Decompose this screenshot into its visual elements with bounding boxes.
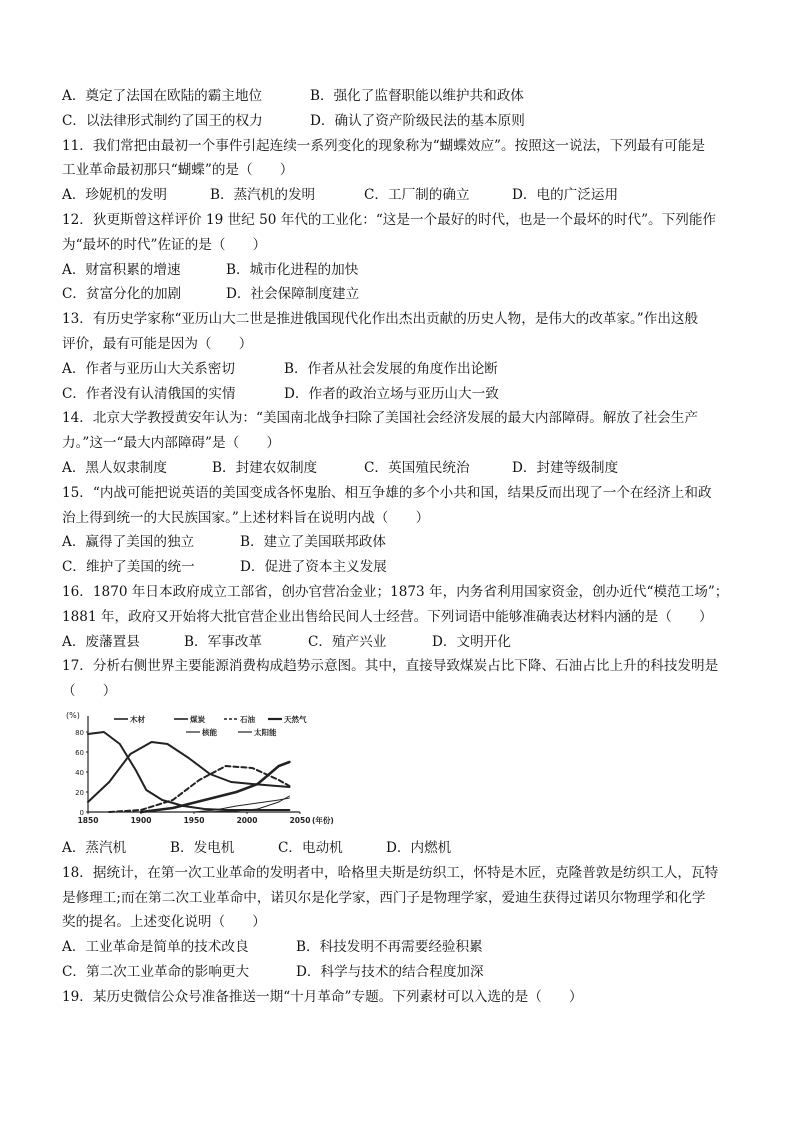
q12-options-row-1 (62, 258, 752, 283)
q11-option-a[interactable]: A．珍妮机的发明 (62, 187, 167, 204)
q16-option-d[interactable]: D．文明开化 (432, 633, 511, 650)
q10-option-c[interactable]: C．以法律形式制约了国王的权力 (62, 112, 263, 129)
energy-chart (62, 708, 752, 830)
q15-options-row-2 (62, 555, 752, 580)
y-tick-label: 40 (75, 768, 84, 777)
q17-option-a[interactable]: A．蒸汽机 (62, 839, 127, 856)
q16-option-a[interactable]: A．废藩置县 (62, 633, 140, 650)
q14-option-a[interactable]: A．黑人奴隶制度 (62, 459, 167, 476)
q15-option-c[interactable]: C．维护了美国的统一 (62, 559, 195, 576)
q12-stem-line-1: 12．狄更斯曾这样评价 19 世纪 50 年代的工业化：“这是一个最好的时代，也是一个最坏的时代”。下列能作 (62, 211, 717, 228)
q18-option-d[interactable]: D．科学与技术的结合程度加深 (296, 963, 484, 980)
exam-page (62, 84, 752, 1010)
q15-stem-line-2: 治上得到统一的大民族国家。”上述材料旨在说明内战（ ） (62, 509, 430, 526)
legend-label-木材: 木材 (130, 714, 145, 724)
q10-option-d[interactable]: D．确认了资产阶级民法的基本原则 (310, 112, 525, 129)
q15-option-a[interactable]: A．赢得了美国的独立 (62, 534, 195, 551)
q13-options-row-2 (62, 382, 752, 407)
q11-option-c[interactable]: C．工厂制的确立 (364, 187, 470, 204)
q11-option-d[interactable]: D．电的广泛运用 (512, 187, 619, 204)
energy-chart-svg (62, 708, 334, 830)
legend-label-太阳能: 太阳能 (254, 727, 277, 737)
q15-option-d[interactable]: D．促进了资本主义发展 (240, 559, 387, 576)
q17-options-row (62, 836, 752, 861)
q16-stem-line-1: 16．1870 年日本政府成立工部省，创办官营冶金业；1873 年，内务省利用国家资金，创办近代“模范工场”； (62, 583, 729, 600)
q10-options-row-1 (62, 84, 752, 109)
x-axis-label: (年份) (312, 815, 334, 825)
q18-option-a[interactable]: A．工业革命是简单的技术改良 (62, 939, 249, 956)
q17-option-b[interactable]: B．发电机 (170, 839, 235, 856)
x-tick-label: 1900 (130, 815, 152, 825)
x-tick-label: 2050 (289, 815, 311, 825)
x-tick-label: 2000 (236, 815, 258, 825)
y-tick-label: 60 (75, 748, 84, 757)
q13-option-a[interactable]: A．作者与亚历山大关系密切 (62, 360, 235, 377)
series-line-天然气 (141, 762, 289, 812)
q12-options-row-2 (62, 282, 752, 307)
y-tick-label: 80 (75, 728, 84, 737)
q11-options-row (62, 183, 752, 208)
x-tick-label: 1950 (183, 815, 205, 825)
q13-option-c[interactable]: C．作者没有认清俄国的实情 (62, 385, 236, 402)
q18-option-c[interactable]: C．第二次工业革命的影响更大 (62, 963, 250, 980)
q16-option-b[interactable]: B．军事改革 (184, 633, 262, 650)
q14-options-row (62, 456, 752, 481)
q18-options-row-1 (62, 935, 752, 960)
q18-stem-line-2: 是修理工;而在第二次工业革命中，诺贝尔是化学家，西门子是物理学家，爱迪生获得过诺贝尔物理学和化学 (62, 889, 706, 906)
q17-option-d[interactable]: D．内燃机 (386, 839, 452, 856)
q14-stem-line-1: 14．北京大学教授黄安年认为：“美国南北战争扫除了美国社会经济发展的最大内部障碍。解放了社会生产 (62, 410, 698, 427)
q12-option-b[interactable]: B．城市化进程的加快 (226, 261, 359, 278)
q11-stem-line-1: 11．我们常把由最初一个事件引起连续一系列变化的现象称为“蝴蝶效应”。按照这一说法，下列最有可能是 (62, 137, 705, 154)
q10-option-a[interactable]: A．奠定了法国在欧陆的霸主地位 (62, 88, 263, 104)
q11-option-b[interactable]: B．蒸汽机的发明 (210, 187, 316, 204)
q13-stem-line-2: 评价，最有可能是因为（ ） (62, 335, 253, 352)
q14-option-b[interactable]: B．封建农奴制度 (212, 459, 318, 476)
q15-stem-line-1: 15．“内战可能把说英语的美国变成各怀鬼胎、相互争雄的多个小共和国，结果反而出现了一个在经济上和政 (62, 484, 712, 501)
q17-stem-line-1: 17．分析右侧世界主要能源消费构成趋势示意图。其中，直接导致煤炭占比下降、石油占比上升的科技发明是 (62, 658, 719, 675)
q18-option-b[interactable]: B．科技发明不再需要经验积累 (296, 939, 483, 956)
q16-options-row (62, 630, 752, 655)
q12-option-c[interactable]: C．贫富分化的加剧 (62, 286, 182, 303)
q17-stem-line-2: （ ） (62, 683, 117, 700)
legend-label-核能: 核能 (202, 727, 217, 737)
q16-stem-line-2: 1881 年，政府又开始将大批官营企业出售给民间人士经营。下列词语中能够准确表达材料内涵的是（ ） (62, 608, 713, 625)
q17-option-c[interactable]: C．电动机 (278, 839, 343, 856)
y-tick-label: 0 (79, 808, 84, 817)
q15-options-row-1 (62, 530, 752, 555)
q14-stem-line-2: 力。”这一“最大内部障碍”是（ ） (62, 435, 280, 452)
q12-option-a[interactable]: A．财富积累的增速 (62, 261, 181, 278)
q18-stem-line-3: 奖的提名。上述变化说明（ ） (62, 914, 266, 931)
y-tick-label: 20 (75, 788, 84, 797)
y-axis-label: (%) (66, 710, 80, 720)
x-tick-label: 1850 (77, 815, 99, 825)
q14-option-d[interactable]: D．封建等级制度 (512, 459, 619, 476)
q16-option-c[interactable]: C．殖产兴业 (308, 633, 387, 650)
legend-label-石油: 石油 (240, 714, 255, 724)
legend-label-煤炭: 煤炭 (190, 714, 205, 724)
q14-option-c[interactable]: C．英国殖民统治 (364, 459, 470, 476)
q15-option-b[interactable]: B．建立了美国联邦政体 (240, 534, 386, 551)
q13-option-b[interactable]: B．作者从社会发展的角度作出论断 (284, 360, 498, 377)
q18-stem-line-1: 18．据统计，在第一次工业革命的发明者中，哈格里夫斯是纺织工，怀特是木匠，克隆普敦是纺织工人，瓦特 (62, 864, 719, 881)
q18-options-row-2 (62, 960, 752, 985)
q12-option-d[interactable]: D．社会保障制度建立 (226, 286, 360, 303)
q13-option-d[interactable]: D．作者的政治立场与亚历山大一致 (284, 385, 499, 402)
q19-stem-line-1: 19．某历史微信公众号准备推送一期“十月革命”专题。下列素材可以入选的是（ ） (62, 988, 583, 1005)
legend-label-天然气: 天然气 (284, 714, 307, 724)
q13-stem-line-1: 13．有历史学家称“亚历山大二世是推进俄国现代化作出杰出贡献的历史人物，是伟大的改革家。”作出这般 (62, 311, 699, 328)
q13-options-row-1 (62, 357, 752, 382)
q12-stem-line-2: 为“最坏的时代”佐证的是（ ） (62, 236, 267, 253)
q10-options-row-2 (62, 109, 752, 134)
q11-stem-line-2: 工业革命最初那只“蝴蝶”的是（ ） (62, 162, 294, 179)
q10-option-b[interactable]: B．强化了监督职能以维护共和政体 (310, 88, 524, 104)
